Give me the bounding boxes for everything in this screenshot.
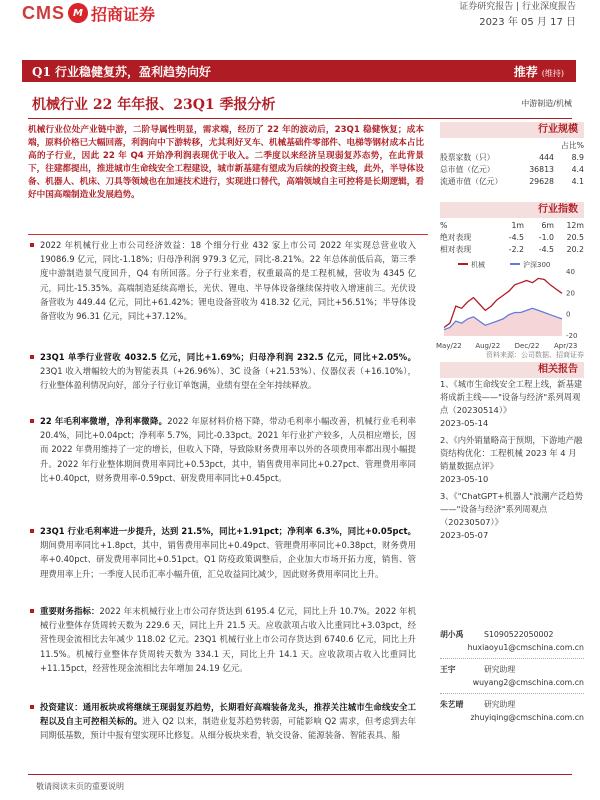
scale-row: 流通市值（亿元） 29628 4.1 [440, 177, 584, 186]
bullet-bold: 重要财务指标： [40, 606, 100, 616]
analyst-contacts [440, 628, 584, 724]
index-row: 相对表现 -2.2 -4.5 20.2 [440, 245, 584, 254]
analyst-email[interactable]: huxiaoyu1@cmschina.com.cn [467, 643, 584, 652]
industry-index [440, 202, 584, 256]
related-item[interactable] [440, 490, 584, 542]
related-date: 2023-05-10 [440, 474, 489, 484]
rating-label: 推荐 [513, 65, 538, 79]
index-chart-svg [436, 258, 584, 352]
analyst-role: 研究助理 [484, 665, 516, 674]
bullet-marker-icon [30, 609, 34, 613]
bullet-marker-icon [30, 243, 34, 247]
report-title: 机械行业 22 年年报、23Q1 季报分析 [32, 97, 276, 113]
related-heading: 相关报告 [440, 362, 584, 378]
bullet-text: 2022 年原材料价格下降，带动毛利率小幅改善，机械行业毛利率 20.4%，同比+0.04pct；净利率 5.7%，同比-0.33pct。2021 年行业扩产较多，人员相应增长，因而 2022 年费用维持了一定的增长，但收入下降，导致除财务费用率以外的各项费用率都出现小幅提升。2022 年行业整体期间费用率同比+0.53pct，其中，销售费用率同比+0.27pct、管理费用率同比+0.40pct，财务费用率-0.59pct、研发费用率同比+0.45pct。 [40, 416, 416, 483]
bullet-6 [30, 700, 416, 743]
bullet-marker-icon [30, 705, 34, 709]
related-reports [440, 378, 584, 546]
headline-banner [22, 60, 576, 82]
scale-row: 股票家数（只） 444 8.9 [440, 153, 584, 162]
bullet-marker-icon [30, 529, 34, 533]
related-heading-box [440, 362, 584, 378]
bullet-4 [30, 524, 416, 581]
index-chart [436, 258, 584, 352]
bullet-text: 2022 年机械行业上市公司经济效益：18 个细分行业 432 家上市公司 2022 年实现总营业收入 19086.9 亿元，同比-1.18%；归母净利润 979.3 亿元，同比-8.21%。22 年总体前低后高，第三季度中游制造景气度回升，Q4 有所回落。分子行业来看，权重最高的是工程机械，营收为 4345 亿元，同比-15.35%。高端制造延续高增长，光伏、锂电、半导体设备继续保持收入增速前三。光伏设备营收为 449.44 亿元，同比+61.42%；锂电设备营收为 418.32 亿元，同比+56.51%；半导体设备营收为 96.31 亿元，同比+37.12%。 [40, 240, 416, 322]
footer-text: 敬请阅读末页的重要说明 [36, 782, 124, 791]
headline-text: Q1 行业稳健复苏，盈利趋势向好 [32, 65, 211, 79]
x-tick-label: Apr/23 [554, 342, 578, 350]
footer [28, 774, 572, 791]
report-date: 2023 年 05 月 17 日 [479, 17, 576, 28]
x-tick-label: Aug/22 [475, 342, 501, 350]
analyst-name: 胡小禹 [440, 630, 464, 639]
title-divider [28, 118, 572, 119]
y-tick-label: 20 [566, 289, 575, 298]
chart-source: 资料来源：公司数据、招商证券 [486, 351, 584, 359]
related-item[interactable] [440, 434, 584, 486]
rating [514, 63, 564, 80]
analyst-name: 王宇 [440, 665, 456, 674]
analyst-email[interactable]: wuyang2@cmschina.com.cn [472, 678, 584, 687]
analyst-role: 研究助理 [484, 700, 516, 709]
logo-cn: 招商证券 [91, 4, 156, 24]
bullet-text: 23Q1 收入增幅较大的为智能表具（+26.96%）、3C 设备（+21.53%）、仪器仪表（+16.10%），行业整体盈利情况向好，部分子行业订单饱满，业绩有望在全年持续释放。 [40, 366, 416, 391]
bullet-bold: 22 年毛利率微增，净利率微降。 [40, 416, 168, 426]
bullet-bold: 投资建议：通用板块或将继续王现弱复苏趋势，长期看好高端装备龙头，推荐关注城市生命线安全工程以及自主可控相关标的。 [40, 702, 416, 727]
bullet-marker-icon [30, 419, 34, 423]
index-row: 绝对表现 -4.5 -1.0 20.5 [440, 233, 584, 242]
analyst-id: S1090522050002 [484, 630, 554, 639]
x-tick-label: May/22 [436, 342, 462, 350]
abstract: 机械行业位处产业链中游，二阶导属性明显，需求端，经历了 22 年的波动后，23Q1 稳健恢复；成本端，原料价格已大幅回落，利润向中下游转移，尤其利好叉车、机械基础件零部件、电梯等钢材成本占比高的子行业，因此 22 年 Q4 开始净利润表现优于收入。二季度以来经济呈现弱复苏态势，在此背景下，往建都提出，推进城市生命线安全工程建设，城市新基建有望成为后续的投资主线，此外，半导体设备、机器人、机床、刀具等领域也在加速技术进行，实现进口替代，高端领域自主可控将是长期逻辑，看好中国高端制造业发展趋势。 [28, 125, 424, 200]
industry-scale [440, 122, 584, 188]
brand-logo [22, 0, 155, 26]
related-item[interactable] [440, 378, 584, 430]
bullet-text: 进入 Q2 以来，制造业复苏趋势转弱，可能影响 Q2 需求，但考虑到去年同期低基数，预计中报有望实现环比修复。从细分板块来看，轨交设备、能源装备、智能表具、船 [40, 716, 417, 741]
related-title[interactable]: 3、《"ChatGPT+机器人"浪潮产泛趋势——"设备与经济"系列周观点（20230507）》 [440, 491, 583, 527]
bullet-bold: 23Q1 行业毛利率进一步提升，达到 21.5%，同比+1.91pct；净利率 6.3%，同比+0.05pct。 [40, 526, 416, 536]
y-tick-label: 40 [566, 268, 575, 276]
sector-label: 中游制造/机械 [521, 99, 572, 108]
bullet-5 [30, 604, 416, 675]
logo-badge-icon: M [68, 3, 88, 23]
doc-type: 证券研究报告 | 行业深度报告 [459, 2, 576, 12]
scale-col-header: 占比% [560, 141, 584, 150]
abstract-divider [28, 234, 428, 235]
scale-row: 总市值（亿元） 36813 4.4 [440, 165, 584, 174]
bullet-2 [30, 350, 416, 393]
related-title[interactable]: 2、《内外销量略高于预期，下游地产融资结构优化：工程机械 2023 年 4 月销量数据点评》 [440, 435, 583, 471]
y-tick-label: 0 [566, 310, 571, 319]
bullet-3 [30, 414, 416, 485]
related-date: 2023-05-07 [440, 530, 489, 540]
x-tick-label: Dec/22 [514, 342, 540, 350]
y-tick-label: -20 [566, 332, 578, 340]
analyst-email[interactable]: zhuyiqing@cmschina.com.cn [470, 713, 584, 722]
header-meta [459, 0, 576, 30]
industry-index-heading: 行业指数 [440, 202, 584, 218]
bullet-bold: 23Q1 单季行业营收 4032.5 亿元，同比+1.69%；归母净利润 232.5 亿元，同比+2.05%。 [40, 352, 416, 362]
rating-sub: (维持) [541, 69, 564, 78]
industry-scale-heading: 行业规模 [440, 122, 584, 138]
logo-en: CMS [22, 2, 65, 23]
bullet-text: 期间费用率同比+1.8pct，其中，销售费用率同比+0.49pct、管理费用率同比+0.38pct，财务费用率+0.40pct、研发费用率同比+0.51pct。Q1 防疫政策调整后，企业加大市场开拓力度，销售、管理费用率上升；一季度人民币汇率小幅升值，汇兑收益同比减少，因此财务费用率同比上升。 [40, 540, 416, 579]
bullet-marker-icon [30, 355, 34, 359]
legend-label: 沪深300 [523, 261, 551, 269]
bullet-text: 2022 年末机械行业上市公司存货达到 6195.4 亿元，同比上升 10.7%。2022 年机械行业整体存货周转天数为 229.6 天，同比上升 21.5 天。应收款项占收入比重同比+3.03pct，经营性现金流相比去年减少 118.02 亿元。23Q1 机械行业上市公司存货达到 6740.6 亿元，同比上升 11.5%。机械行业整体存货周转天数为 334.1 天，同比上升 14.1 天。应收款项占收入比重同比+11.15pct，经营性现金流相比去年增加 24.19 亿元。 [40, 606, 416, 673]
related-title[interactable]: 1、《城市生命线安全工程上线，新基建将成新主线——"设备与经济"系列周观点（20230514）》 [440, 379, 583, 415]
analyst-name: 朱艺晴 [440, 700, 464, 709]
related-date: 2023-05-14 [440, 418, 489, 428]
legend-label: 机械 [471, 261, 485, 269]
bullet-1 [30, 238, 416, 323]
index-header-row: % 1m 6m 12m [440, 221, 584, 230]
